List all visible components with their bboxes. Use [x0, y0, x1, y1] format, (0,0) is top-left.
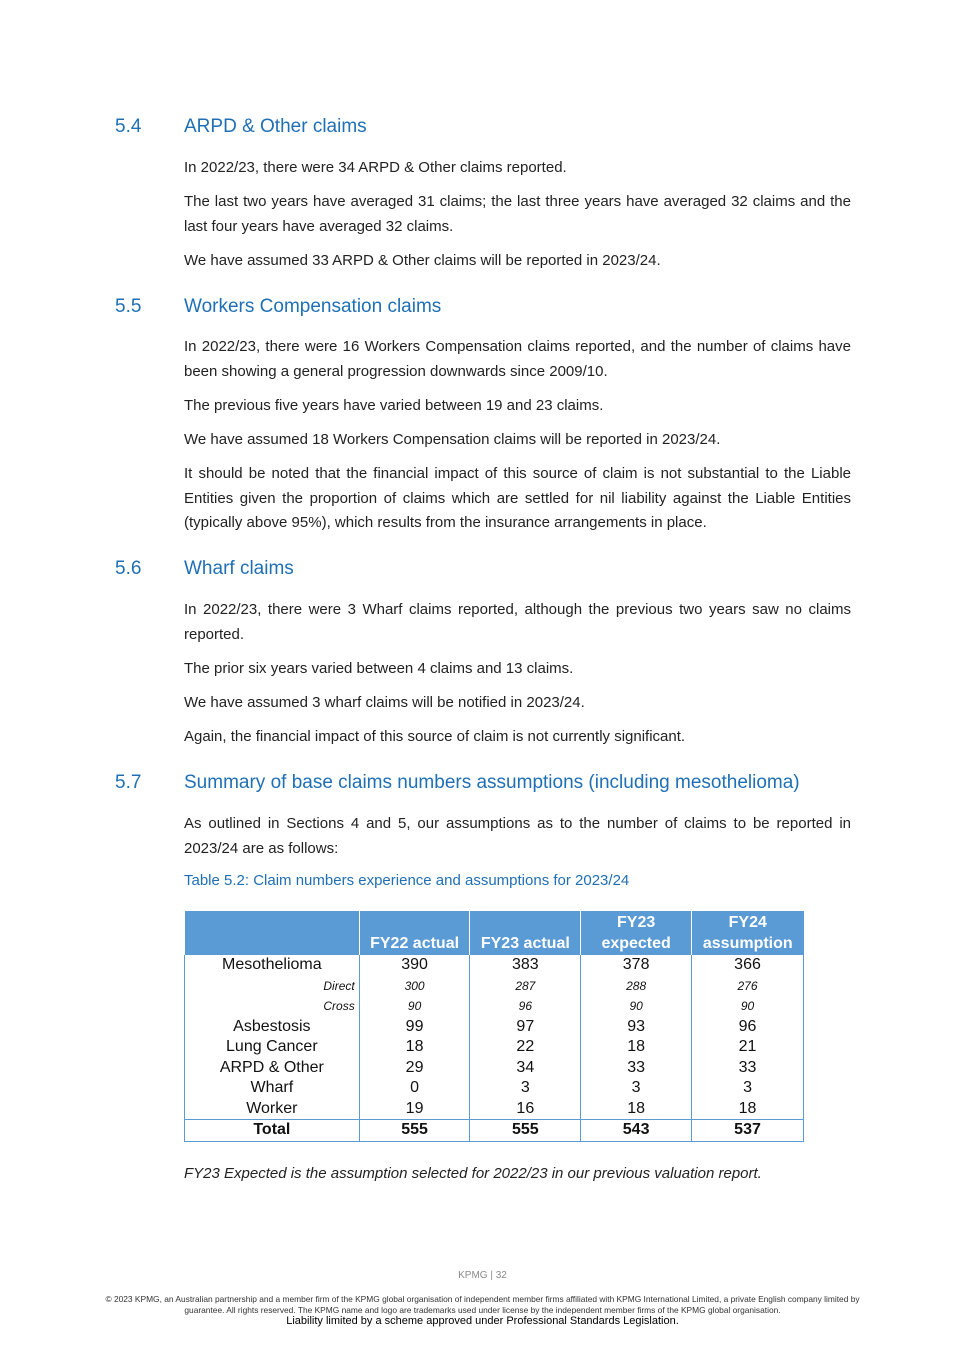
- table-row: [185, 1099, 804, 1120]
- table-cell: 390: [359, 955, 470, 976]
- section-5-4: [0, 116, 965, 269]
- liability-notice: Liability limited by a scheme approved under Professional Standards Legislation.: [286, 1315, 679, 1327]
- section-title: Summary of base claims numbers assumptions (including mesothelioma): [184, 772, 800, 793]
- row-label: Total: [185, 1120, 360, 1142]
- section-heading: [0, 296, 965, 322]
- table-header-row: [185, 911, 804, 955]
- section-number: 5.6: [115, 558, 142, 579]
- table-cell: 96: [692, 1017, 804, 1038]
- table-cell: 21: [692, 1037, 804, 1058]
- table-note: FY23 Expected is the assumption selected for 2022/23 in our previous valuation report.: [184, 1165, 762, 1182]
- paragraph: The prior six years varied between 4 claims and 13 claims.: [184, 660, 574, 677]
- column-header: FY24 assumption: [692, 911, 804, 955]
- table-cell: 3: [692, 1078, 804, 1099]
- paragraph: We have assumed 33 ARPD & Other claims will be reported in 2023/24.: [184, 252, 661, 269]
- table-total-row: [185, 1120, 804, 1142]
- paragraph: The previous five years have varied between 19 and 23 claims.: [184, 397, 604, 414]
- table-cell: 19: [359, 1099, 470, 1120]
- paragraph: We have assumed 3 wharf claims will be notified in 2023/24.: [184, 694, 585, 711]
- table-cell: 18: [581, 1099, 692, 1120]
- table-row: [185, 1037, 804, 1058]
- table-cell: 97: [470, 1017, 581, 1038]
- column-header: FY23 actual: [470, 911, 581, 955]
- paragraph: We have assumed 18 Workers Compensation claims will be reported in 2023/24.: [184, 431, 721, 448]
- table-cell: 378: [581, 955, 692, 976]
- section-heading: [0, 558, 965, 584]
- section-number: 5.5: [115, 296, 142, 317]
- row-label: Wharf: [185, 1078, 360, 1099]
- table-cell: 366: [692, 955, 804, 976]
- row-label: Cross: [185, 996, 360, 1017]
- section-5-7: [0, 772, 965, 857]
- table-cell: 543: [581, 1120, 692, 1142]
- table-cell: 18: [692, 1099, 804, 1120]
- table-cell: 93: [581, 1017, 692, 1038]
- table-cell: 99: [359, 1017, 470, 1038]
- column-header: [185, 911, 360, 955]
- column-header: FY23 expected: [581, 911, 692, 955]
- table-cell: 276: [692, 976, 804, 997]
- table-cell: 555: [359, 1120, 470, 1142]
- table-subrow: [185, 976, 804, 997]
- row-label: ARPD & Other: [185, 1058, 360, 1079]
- paragraph: It should be noted that the financial impact of this source of claim is not substantial to the Liable Entities given the proportion of claims which are settled for nil liability against the Liable Entities (typically above 95%), which results from the insurance arrangements in place.: [184, 465, 851, 531]
- table-cell: 18: [359, 1037, 470, 1058]
- table-cell: 22: [470, 1037, 581, 1058]
- table-cell: 383: [470, 955, 581, 976]
- row-label: Lung Cancer: [185, 1037, 360, 1058]
- section-heading: [0, 772, 965, 798]
- table-cell: 33: [581, 1058, 692, 1079]
- row-label: Asbestosis: [185, 1017, 360, 1038]
- row-label: Mesothelioma: [185, 955, 360, 976]
- row-label: Worker: [185, 1099, 360, 1120]
- table-cell: 16: [470, 1099, 581, 1120]
- table-cell: 34: [470, 1058, 581, 1079]
- table-cell: 0: [359, 1078, 470, 1099]
- section-heading: [0, 116, 965, 142]
- section-5-5: [0, 296, 965, 531]
- column-header: FY22 actual: [359, 911, 470, 955]
- table-cell: 288: [581, 976, 692, 997]
- table-cell: 287: [470, 976, 581, 997]
- table-cell: 90: [581, 996, 692, 1017]
- copyright-notice: © 2023 KPMG, an Australian partnership and a member firm of the KPMG global organisation of independent member firms affiliated with KPMG International Limited, a private English company limited by guarantee. All rights reserved. The KPMG name and logo are trademarks used under license by the independent member firms of the KPMG global organisation.: [105, 1294, 860, 1315]
- paragraph: In 2022/23, there were 3 Wharf claims reported, although the previous two years saw no claims reported.: [184, 601, 851, 643]
- section-title: ARPD & Other claims: [184, 116, 367, 137]
- section-5-6: [0, 558, 965, 745]
- table-cell: 3: [470, 1078, 581, 1099]
- paragraph: In 2022/23, there were 34 ARPD & Other claims reported.: [184, 159, 567, 176]
- page-number: KPMG | 32: [458, 1270, 507, 1281]
- row-label: Direct: [185, 976, 360, 997]
- table-cell: 90: [359, 996, 470, 1017]
- section-title: Workers Compensation claims: [184, 296, 442, 317]
- table-cell: 300: [359, 976, 470, 997]
- claims-table: [184, 911, 804, 1142]
- paragraph: Again, the financial impact of this source of claim is not currently significant.: [184, 728, 686, 745]
- section-title: Wharf claims: [184, 558, 294, 579]
- table-cell: 29: [359, 1058, 470, 1079]
- table-cell: 18: [581, 1037, 692, 1058]
- table-caption: Table 5.2: Claim numbers experience and assumptions for 2023/24: [184, 872, 630, 889]
- paragraph: As outlined in Sections 4 and 5, our assumptions as to the number of claims to be reported in 2023/24 are as follows:: [184, 815, 851, 857]
- table-cell: 3: [581, 1078, 692, 1099]
- section-number: 5.4: [115, 116, 142, 137]
- table-row: [185, 955, 804, 976]
- table-cell: 96: [470, 996, 581, 1017]
- table-cell: 33: [692, 1058, 804, 1079]
- table-row: [185, 1078, 804, 1099]
- section-number: 5.7: [115, 772, 142, 793]
- table-cell: 90: [692, 996, 804, 1017]
- paragraph: In 2022/23, there were 16 Workers Compensation claims reported, and the number of claims have been showing a general progression downwards since 2009/10.: [184, 338, 851, 380]
- paragraph: The last two years have averaged 31 claims; the last three years have averaged 32 claims and the last four years have averaged 32 claims.: [184, 193, 851, 235]
- table-subrow: [185, 996, 804, 1017]
- table-cell: 537: [692, 1120, 804, 1142]
- table-row: [185, 1017, 804, 1038]
- table-cell: 555: [470, 1120, 581, 1142]
- table-row: [185, 1058, 804, 1079]
